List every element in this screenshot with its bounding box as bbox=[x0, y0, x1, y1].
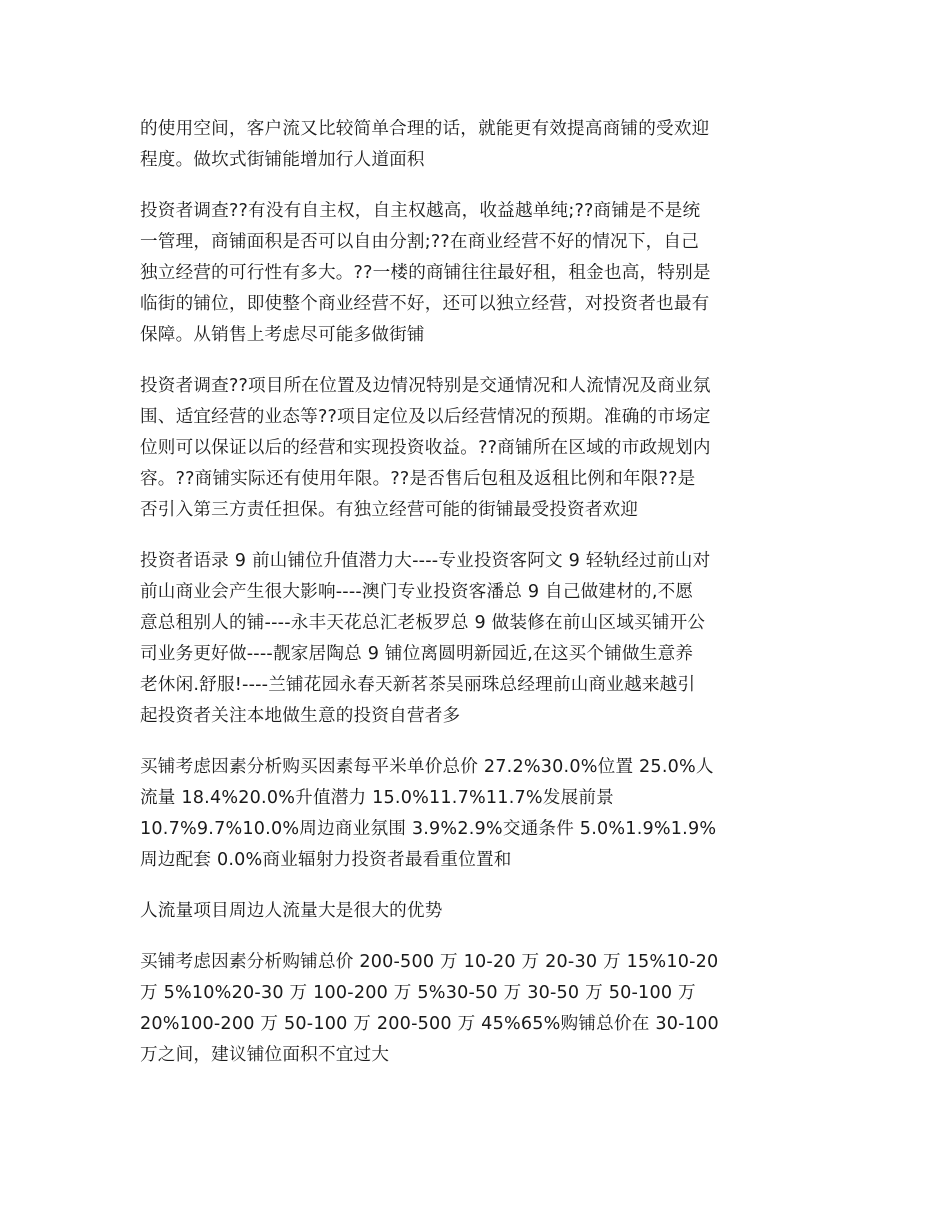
text-line: 位则可以保证以后的经营和实现投资收益。??商铺所在区域的市政规划内 bbox=[140, 438, 711, 458]
paragraph-6 bbox=[140, 896, 815, 927]
text-line: 意总租别人的铺----永丰天花总汇老板罗总 9 做装修在前山区域买铺开公 bbox=[140, 613, 706, 633]
paragraph-7 bbox=[140, 947, 815, 1071]
text-line: 万 5%10%20-30 万 100-200 万 5%30-50 万 30-50 万 50-100 万 bbox=[140, 983, 696, 1003]
text-line: 老休闲.舒服!----兰铺花园永春天新茗茶吴丽珠总经理前山商业越来越引 bbox=[140, 675, 696, 695]
text-line: 买铺考虑因素分析购买因素每平米单价总价 27.2%30.0%位置 25.0%人 bbox=[140, 757, 714, 777]
text-line: 司业务更好做----靓家居陶总 9 铺位离圆明新园近,在这买个铺做生意养 bbox=[140, 644, 694, 664]
text-line: 一管理，商铺面积是否可以自由分割;??在商业经营不好的情况下，自己 bbox=[140, 232, 700, 252]
text-line: 容。??商铺实际还有使用年限。??是否售后包租及返租比例和年限??是 bbox=[140, 469, 696, 489]
text-line: 流量 18.4%20.0%升值潜力 15.0%11.7%11.7%发展前景 bbox=[140, 788, 614, 808]
paragraph-3 bbox=[140, 371, 815, 526]
text-line: 万之间，建议铺位面积不宜过大 bbox=[140, 1045, 390, 1065]
text-line: 10.7%9.7%10.0%周边商业氛围 3.9%2.9%交通条件 5.0%1.9%1.9% bbox=[140, 819, 717, 839]
text-line: 周边配套 0.0%商业辐射力投资者最看重位置和 bbox=[140, 850, 512, 870]
text-line: 独立经营的可行性有多大。??一楼的商铺往往最好租，租金也高，特别是 bbox=[140, 263, 711, 283]
text-line: 起投资者关注本地做生意的投资自营者多 bbox=[140, 706, 461, 726]
text-line: 临街的铺位，即使整个商业经营不好，还可以独立经营，对投资者也最有 bbox=[140, 294, 710, 314]
paragraph-1 bbox=[140, 114, 815, 176]
text-line: 否引入第三方责任担保。有独立经营可能的街铺最受投资者欢迎 bbox=[140, 500, 639, 520]
text-line: 人流量项目周边人流量大是很大的优势 bbox=[140, 901, 443, 921]
paragraph-4 bbox=[140, 546, 815, 732]
text-line: 投资者调查??有没有自主权，自主权越高，收益越单纯;??商铺是不是统 bbox=[140, 201, 701, 221]
text-line: 买铺考虑因素分析购铺总价 200-500 万 10-20 万 20-30 万 15%10-20 bbox=[140, 952, 719, 972]
text-line: 投资者语录 9 前山铺位升值潜力大----专业投资客阿文 9 轻轨经过前山对 bbox=[140, 551, 711, 571]
text-line: 的使用空间，客户流又比较简单合理的话，就能更有效提高商铺的受欢迎 bbox=[140, 119, 710, 139]
document-body bbox=[140, 114, 815, 1091]
text-line: 前山商业会产生很大影响----澳门专业投资客潘总 9 自己做建材的,不愿 bbox=[140, 582, 694, 602]
text-line: 程度。做坎式街铺能增加行人道面积 bbox=[140, 150, 425, 170]
paragraph-5 bbox=[140, 752, 815, 876]
text-line: 20%100-200 万 50-100 万 200-500 万 45%65%购铺总价在 30-100 bbox=[140, 1014, 719, 1034]
text-line: 投资者调查??项目所在位置及边情况特别是交通情况和人流情况及商业氛 bbox=[140, 376, 711, 396]
text-line: 保障。从销售上考虑尽可能多做街铺 bbox=[140, 325, 425, 345]
paragraph-2 bbox=[140, 196, 815, 351]
text-line: 围、适宜经营的业态等??项目定位及以后经营情况的预期。准确的市场定 bbox=[140, 407, 711, 427]
